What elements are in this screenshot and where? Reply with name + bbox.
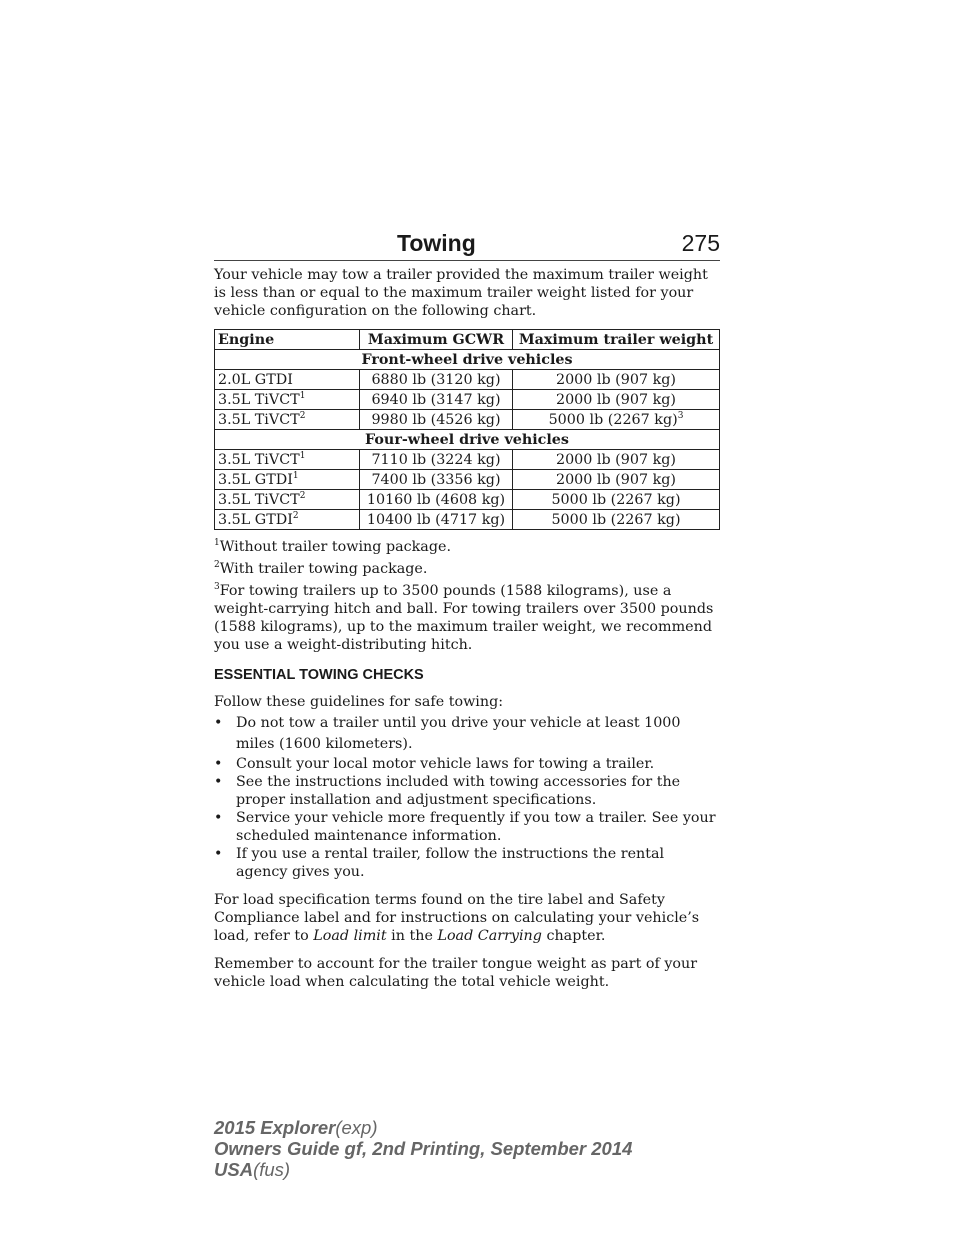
four-wheel-drive-section-row bbox=[215, 430, 720, 450]
trailer-weight-value: 5000 lb (2267 kg) bbox=[551, 491, 681, 508]
col-header-gcwr: Maximum GCWR bbox=[360, 330, 513, 350]
engine-cell bbox=[215, 490, 360, 510]
table-row bbox=[215, 470, 720, 490]
trailer-weight-cell bbox=[513, 450, 720, 470]
trailer-weight-value: 2000 lb (907 kg) bbox=[555, 451, 676, 468]
footnotes bbox=[214, 538, 720, 654]
list-item bbox=[214, 755, 720, 773]
engine-footnote-mark: 2 bbox=[299, 490, 306, 501]
list-item-text: If you use a rental trailer, follow the instructions the rental agency gives you. bbox=[236, 846, 665, 880]
section-heading: ESSENTIAL TOWING CHECKS bbox=[214, 667, 424, 683]
table-row bbox=[215, 410, 720, 430]
towing-capacity-table bbox=[214, 329, 720, 530]
gcwr-cell: 6940 lb (3147 kg) bbox=[360, 390, 513, 410]
footnote bbox=[214, 538, 720, 556]
engine-cell bbox=[215, 390, 360, 410]
trailer-weight-cell bbox=[513, 390, 720, 410]
page-footer bbox=[214, 1117, 632, 1180]
table-body bbox=[215, 350, 720, 530]
table-row bbox=[215, 450, 720, 470]
final-paragraph: Remember to account for the trailer tongue weight as part of your vehicle load when calculating the total vehicle weight. bbox=[214, 956, 698, 990]
trailer-weight-cell bbox=[513, 470, 720, 490]
engine-name: 2.0L GTDI bbox=[218, 371, 293, 388]
intro-paragraph: Your vehicle may tow a trailer provided the maximum trailer weight is less than or equal to the maximum trailer weight listed for your vehicle configuration on the following chart. bbox=[214, 267, 708, 319]
trailer-weight-value: 2000 lb (907 kg) bbox=[555, 391, 676, 408]
gcwr-cell: 10160 lb (4608 kg) bbox=[360, 490, 513, 510]
page-number: 275 bbox=[681, 230, 720, 256]
trailer-weight-cell bbox=[513, 370, 720, 390]
gcwr-cell: 9980 lb (4526 kg) bbox=[360, 410, 513, 430]
footer-guide: Owners Guide gf, 2nd Printing, September 2014 bbox=[214, 1138, 633, 1159]
load-text-middle: in the bbox=[386, 928, 438, 944]
list-item bbox=[214, 713, 720, 755]
load-text-after: chapter. bbox=[541, 928, 606, 944]
col-header-engine: Engine bbox=[215, 330, 360, 350]
trailer-weight-cell bbox=[513, 410, 720, 430]
bullet-icon: • bbox=[214, 774, 223, 790]
list-item bbox=[214, 773, 720, 809]
footnote-text: For towing trailers up to 3500 pounds (1588 kilograms), use a weight-carrying hitch and ball. For towing trailers over 3500 pounds (1588 kilograms), up to the maximum trailer weight, we recommend you use a weight-distributing hitch. bbox=[214, 583, 714, 653]
engine-name: 3.5L TiVCT bbox=[218, 491, 300, 508]
trailer-weight-value: 5000 lb (2267 kg) bbox=[548, 411, 678, 428]
bullet-icon: • bbox=[214, 846, 223, 862]
table-header-row bbox=[215, 330, 720, 350]
footer-model: 2015 Explorer bbox=[214, 1117, 336, 1138]
table-row bbox=[215, 510, 720, 530]
footnote-mark: 2 bbox=[214, 560, 220, 571]
front-wheel-drive-section-heading: Front-wheel drive vehicles bbox=[215, 350, 720, 370]
load-paragraph bbox=[214, 891, 720, 945]
gcwr-cell: 10400 lb (4717 kg) bbox=[360, 510, 513, 530]
trailer-weight-value: 2000 lb (907 kg) bbox=[555, 371, 676, 388]
bullet-icon: • bbox=[214, 715, 223, 731]
engine-cell bbox=[215, 450, 360, 470]
footnote-mark: 1 bbox=[214, 538, 220, 549]
load-limit-reference: Load limit bbox=[313, 928, 387, 944]
footer-model-code: (exp) bbox=[335, 1117, 378, 1138]
table-row bbox=[215, 390, 720, 410]
engine-cell bbox=[215, 370, 360, 390]
footer-line-guide bbox=[214, 1138, 632, 1159]
engine-name: 3.5L GTDI bbox=[218, 471, 293, 488]
list-item bbox=[214, 809, 720, 845]
load-carrying-reference: Load Carrying bbox=[437, 928, 542, 944]
footnote-mark: 3 bbox=[214, 582, 220, 593]
front-wheel-drive-section-row bbox=[215, 350, 720, 370]
engine-name: 3.5L TiVCT bbox=[218, 451, 300, 468]
page-header bbox=[214, 226, 720, 261]
engine-name: 3.5L GTDI bbox=[218, 511, 293, 528]
engine-footnote-mark: 2 bbox=[299, 410, 306, 421]
footer-line-region bbox=[214, 1159, 632, 1180]
engine-footnote-mark: 1 bbox=[299, 450, 306, 461]
table-row bbox=[215, 370, 720, 390]
footer-region: USA bbox=[214, 1159, 254, 1180]
guidelines-lead: Follow these guidelines for safe towing: bbox=[214, 694, 504, 710]
gcwr-cell: 7110 lb (3224 kg) bbox=[360, 450, 513, 470]
engine-footnote-mark: 1 bbox=[292, 470, 299, 481]
engine-cell bbox=[215, 470, 360, 490]
four-wheel-drive-section-heading: Four-wheel drive vehicles bbox=[215, 430, 720, 450]
footer-line-model bbox=[214, 1117, 632, 1138]
bullet-icon: • bbox=[214, 810, 223, 826]
list-item bbox=[214, 845, 720, 881]
chapter-title: Towing bbox=[397, 230, 476, 256]
table-row bbox=[215, 490, 720, 510]
list-item-text: Service your vehicle more frequently if you tow a trailer. See your scheduled maintenance information. bbox=[236, 810, 716, 844]
col-header-trailer-weight: Maximum trailer weight bbox=[513, 330, 720, 350]
load-text-before: For load specification terms found on the tire label and Safety Compliance label and for instructions on calculating your vehicle’s load, refer to bbox=[214, 892, 700, 944]
footer-region-code: (fus) bbox=[253, 1159, 291, 1180]
engine-name: 3.5L TiVCT bbox=[218, 411, 300, 428]
engine-cell bbox=[215, 510, 360, 530]
trailer-weight-value: 2000 lb (907 kg) bbox=[555, 471, 676, 488]
list-item-text: Consult your local motor vehicle laws for towing a trailer. bbox=[236, 756, 655, 772]
footnote-text: Without trailer towing package. bbox=[219, 539, 451, 555]
bullet-icon: • bbox=[214, 756, 223, 772]
list-item-text: See the instructions included with towing accessories for the proper installation and adjustment specifications. bbox=[236, 774, 681, 808]
gcwr-cell: 7400 lb (3356 kg) bbox=[360, 470, 513, 490]
page-content bbox=[214, 266, 720, 991]
footnote-text: With trailer towing package. bbox=[219, 561, 428, 577]
engine-name: 3.5L TiVCT bbox=[218, 391, 300, 408]
list-item-text: Do not tow a trailer until you drive your vehicle at least 1000 miles (1600 kilometers). bbox=[236, 715, 681, 752]
footnote bbox=[214, 582, 720, 654]
guidelines-list bbox=[214, 713, 720, 881]
trailer-weight-cell bbox=[513, 490, 720, 510]
gcwr-cell: 6880 lb (3120 kg) bbox=[360, 370, 513, 390]
trailer-weight-cell bbox=[513, 510, 720, 530]
footnote bbox=[214, 560, 720, 578]
weight-footnote-mark: 3 bbox=[677, 410, 684, 421]
engine-footnote-mark: 1 bbox=[299, 390, 306, 401]
trailer-weight-value: 5000 lb (2267 kg) bbox=[551, 511, 681, 528]
engine-cell bbox=[215, 410, 360, 430]
engine-footnote-mark: 2 bbox=[292, 510, 299, 521]
